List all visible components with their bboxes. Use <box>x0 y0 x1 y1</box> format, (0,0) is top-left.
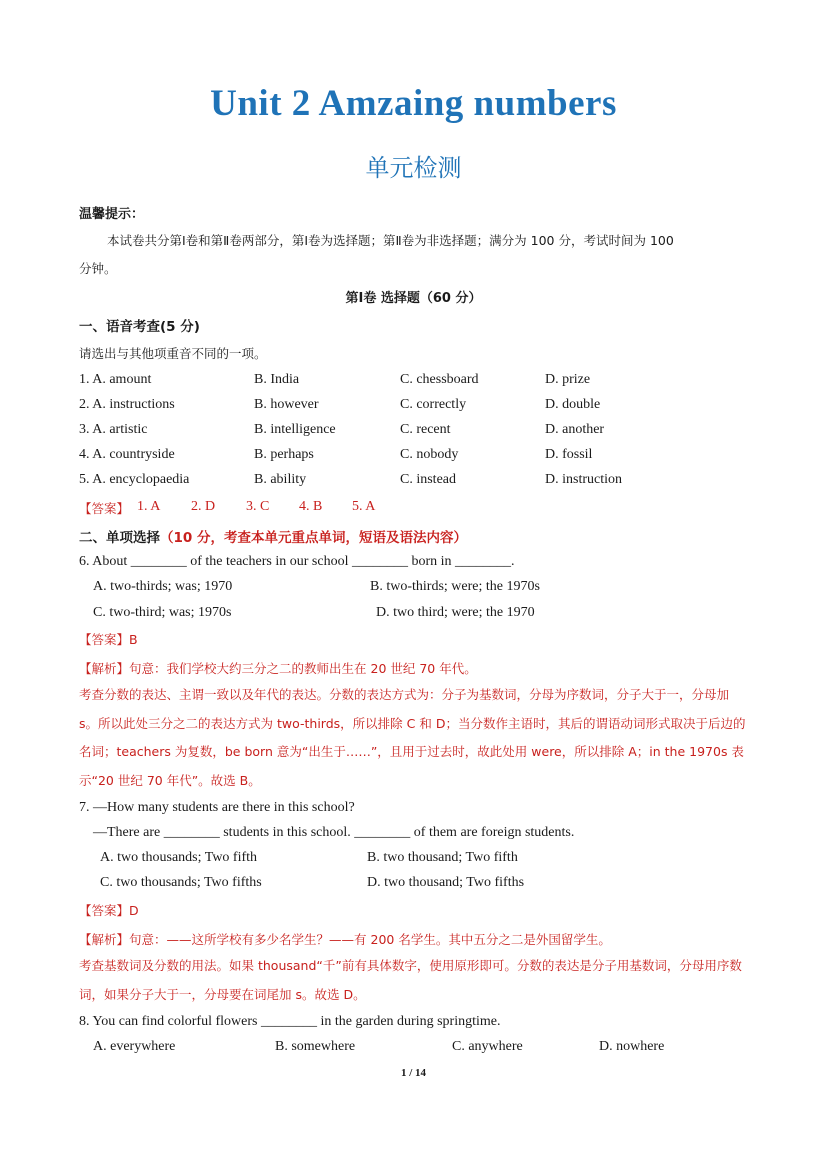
tip-line-1: 本试卷共分第Ⅰ卷和第Ⅱ卷两部分，第Ⅰ卷为选择题；第Ⅱ卷为非选择题；满分为 100 分，考试时间为 100 <box>107 233 674 248</box>
q1-option-c: C. chessboard <box>400 372 479 387</box>
q7-analysis-body: 考查基数词及分数的用法。如果 thousand“千”前有具体数字，使用原形即可。分数的表达是分子用基数词，分母用序数词，如果分子大于一，分母要在词尾加 s。故选 D。 <box>79 958 742 1002</box>
q7-stem-2: —There are ________ students in this school. ________ of them are foreign students. <box>93 825 575 840</box>
q1-option-b: B. India <box>254 372 300 387</box>
section1-answer-1: 1. A <box>137 499 161 514</box>
q7-option-d: D. two thousand; Two fifths <box>367 875 525 890</box>
q8-option-b: B. somewhere <box>275 1039 356 1054</box>
section2-heading <box>79 526 467 546</box>
q8-option-d: D. nowhere <box>599 1039 665 1054</box>
q7-answer-value: D <box>129 903 139 918</box>
section1-instruction: 请选出与其他项重音不同的一项。 <box>79 346 267 361</box>
section1-answer-5: 5. A <box>352 499 376 514</box>
q2-option-b: B. however <box>254 397 319 412</box>
q7-analysis-translation: 句意：——这所学校有多少名学生？——有 200 名学生。其中五分之二是外国留学生。 <box>129 932 611 947</box>
q2-option-a: 2. A. instructions <box>79 397 175 412</box>
q8-stem: 8. You can find colorful flowers ________ in the garden during springtime. <box>79 1014 501 1029</box>
q7-answer <box>79 901 139 919</box>
q6-stem: 6. About ________ of the teachers in our school ________ born in ________. <box>79 554 515 569</box>
q7-option-a: A. two thousands; Two fifth <box>100 850 258 865</box>
section1-answer-4: 4. B <box>299 499 323 514</box>
q7-option-c: C. two thousands; Two fifths <box>100 875 262 890</box>
section2-heading-note: （10 分，考查本单元重点单词，短语及语法内容） <box>160 530 467 546</box>
q6-analysis-body: 考查分数的表达、主谓一致以及年代的表达。分数的表达方式为：分子为基数词，分母为序数词，分子大于一，分母加 s。所以此处三分之二的表达方式为 two-thirds，所以排除 C 和 D；当分数作主语时，其后的谓语动词形式取决于后边的名词；teachers 为复数，be born 意为“出生于……”，且用于过去时，故此处用 were，所以排除 A；in the 1970s 表示“20 世纪 70 年代”。故选 B。 <box>79 687 746 788</box>
q6-option-d: D. two third; were; the 1970 <box>376 605 535 620</box>
q2-option-d: D. double <box>545 397 601 412</box>
page-subtitle: 单元检测 <box>365 154 462 182</box>
q2-option-c: C. correctly <box>400 397 467 412</box>
q7-analysis-label: 【解析】 <box>79 932 130 947</box>
q8-option-a: A. everywhere <box>93 1039 176 1054</box>
q8-option-c: C. anywhere <box>452 1039 523 1054</box>
section1-answer-label: 【答案】 <box>79 501 130 516</box>
q6-option-a: A. two-thirds; was; 1970 <box>93 579 233 594</box>
q1-option-d: D. prize <box>545 372 591 387</box>
q1-option-a: 1. A. amount <box>79 372 152 387</box>
q4-option-c: C. nobody <box>400 447 459 462</box>
section1-answer-3: 3. C <box>246 499 270 514</box>
q6-analysis-first <box>79 659 477 677</box>
page-number: 1 / 14 <box>400 1067 427 1079</box>
tip-label: 温馨提示： <box>79 207 145 222</box>
q7-option-b: B. two thousand; Two fifth <box>367 850 518 865</box>
q6-option-c: C. two-third; was; 1970s <box>93 605 232 620</box>
q3-option-c: C. recent <box>400 422 451 437</box>
q4-option-d: D. fossil <box>545 447 593 462</box>
q3-option-a: 3. A. artistic <box>79 422 148 437</box>
tip-line-2: 分钟。 <box>79 261 117 276</box>
section2-heading-main: 二、单项选择 <box>79 530 160 546</box>
q5-option-b: B. ability <box>254 472 307 487</box>
q5-option-d: D. instruction <box>545 472 622 487</box>
q6-analysis-translation: 句意：我们学校大约三分之二的教师出生在 20 世纪 70 年代。 <box>129 661 477 676</box>
q4-option-b: B. perhaps <box>254 447 314 462</box>
page-title: Unit 2 Amzaing numbers <box>210 83 617 124</box>
q4-option-a: 4. A. countryside <box>79 447 175 462</box>
q6-analysis-label: 【解析】 <box>79 661 130 676</box>
q6-answer-value: B <box>129 632 138 647</box>
q6-answer <box>79 630 138 648</box>
q5-option-a: 5. A. encyclopaedia <box>79 472 190 487</box>
q6-answer-label: 【答案】 <box>79 632 130 647</box>
q7-stem: 7. —How many students are there in this school? <box>79 800 355 815</box>
q7-answer-label: 【答案】 <box>79 903 130 918</box>
section1-heading: 一、语音考查(5 分) <box>79 319 200 335</box>
q3-option-d: D. another <box>545 422 605 437</box>
q5-option-c: C. instead <box>400 472 456 487</box>
q6-option-b: B. two-thirds; were; the 1970s <box>370 579 540 594</box>
part1-title: 第Ⅰ卷 选择题（60 分） <box>345 291 482 306</box>
q3-option-b: B. intelligence <box>254 422 336 437</box>
section1-answer-2: 2. D <box>191 499 216 514</box>
q7-analysis-first <box>79 930 611 948</box>
